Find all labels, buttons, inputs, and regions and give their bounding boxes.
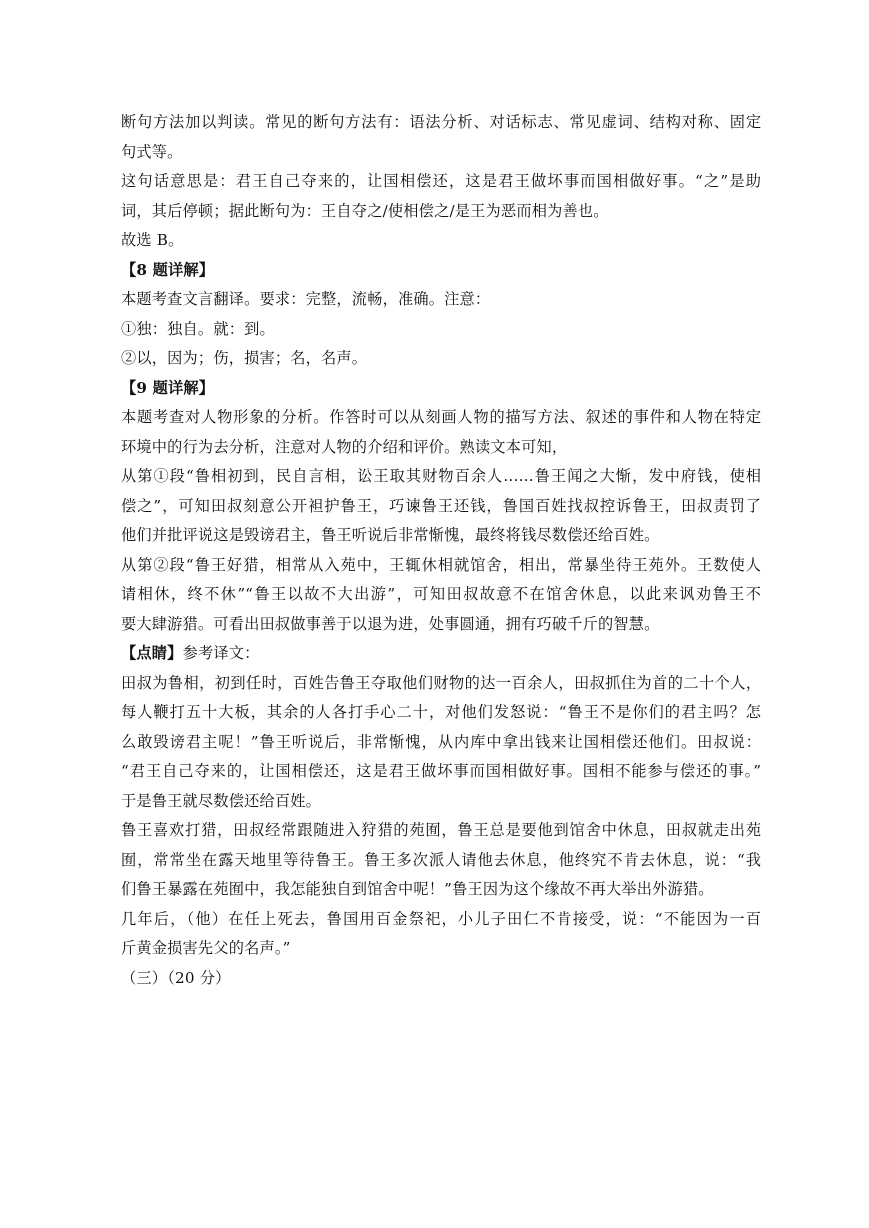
text-line: 偿之”，可知田叔刻意公开袒护鲁王，巧谏鲁王还钱，鲁国百姓找叔控诉鲁王，田叔责罚了	[121, 496, 761, 515]
text-line: 囿，常常坐在露天地里等待鲁王。鲁王多次派人请他去休息，他终究不肯去休息，说：“我	[121, 850, 761, 869]
text-line: 本题考查对人物形象的分析。作答时可以从刻画人物的描写方法、叙述的事件和人物在特定	[121, 408, 761, 426]
text-line: 要大肆游猎。可看出田叔做事善于以退为进，处事圆通，拥有巧破千斤的智慧。	[121, 614, 660, 633]
document-body	[121, 108, 761, 993]
dianjing-tail: 参考译文：	[182, 644, 260, 662]
section-heading-8: 【8 题详解】	[121, 260, 215, 279]
text-line: ①独：独自。就：到。	[121, 319, 275, 338]
text-line: 从第②段“鲁王好猎，相常从入苑中，王辄休相就馆舍，相出，常暴坐待王苑外。王数使人	[121, 555, 761, 574]
text-line: 断句方法加以判读。常见的断句方法有：语法分析、对话标志、常见虚词、结构对称、固定	[121, 113, 761, 131]
section-title-3: （三）（20 分）	[121, 968, 231, 987]
text-line: 词，其后停顿；据此断句为：王自夺之/使相偿之/是王为恶而相为善也。	[121, 201, 609, 220]
text-line: 这句话意思是：君王自己夺来的，让国相偿还，这是君王做坏事而国相做好事。“之”是助	[121, 172, 761, 190]
text-line: 几年后，（他）在任上死去，鲁国用百金祭祀，小儿子田仁不肯接受，说：“不能因为一百	[121, 909, 761, 928]
text-line: ②以，因为；伤，损害；名，名声。	[121, 349, 368, 367]
text-line: 每人鞭打五十大板，其余的人各打手心二十，对他们发怒说：“鲁王不是你们的君主吗？怎	[121, 703, 761, 721]
text-line: 故选 B。	[121, 231, 184, 249]
text-line: 们鲁王暴露在苑囿中，我怎能独自到馆舍中呢！”鲁王因为这个缘故不再大举出外游猎。	[121, 880, 714, 898]
text-line: 请相休，终不休”“鲁王以故不大出游”，可知田叔故意不在馆舍休息，以此来讽劝鲁王不	[121, 585, 761, 603]
text-line: 环境中的行为去分析，注意对人物的介绍和评价。熟读文本可知，	[121, 437, 568, 456]
text-line: 么敢毁谤君主呢！”鲁王听说后，非常惭愧，从内库中拿出钱来让国相偿还他们。田叔说：	[121, 732, 761, 751]
text-line: 他们并批评说这是毁谤君主，鲁王听说后非常惭愧，最终将钱尽数偿还给百姓。	[121, 526, 660, 544]
text-line: 鲁王喜欢打猎，田叔经常跟随进入狩猎的苑囿，鲁王总是要他到馆舍中休息，田叔就走出苑	[121, 821, 761, 839]
text-line: 本题考查文言翻译。要求：完整，流畅，准确。注意：	[121, 290, 491, 308]
section-heading-9: 【9 题详解】	[121, 378, 215, 397]
text-line: 斤黄金损害先父的名声。”	[121, 939, 291, 957]
dianjing-line	[121, 639, 761, 669]
dianjing-heading: 【点睛】	[121, 644, 183, 662]
text-line: 从第①段“鲁相初到，民自言相，讼王取其财物百余人……鲁王闻之大惭，发中府钱，使相	[121, 467, 761, 485]
text-line: 于是鲁王就尽数偿还给百姓。	[121, 791, 322, 810]
text-line: 句式等。	[121, 142, 183, 161]
text-line: “君王自己夺来的，让国相偿还，这是君王做坏事而国相做好事。国相不能参与偿还的事。”	[121, 762, 761, 780]
text-line: 田叔为鲁相，初到任时，百姓告鲁王夺取他们财物的达一百余人，田叔抓住为首的二十个人，	[121, 673, 761, 692]
